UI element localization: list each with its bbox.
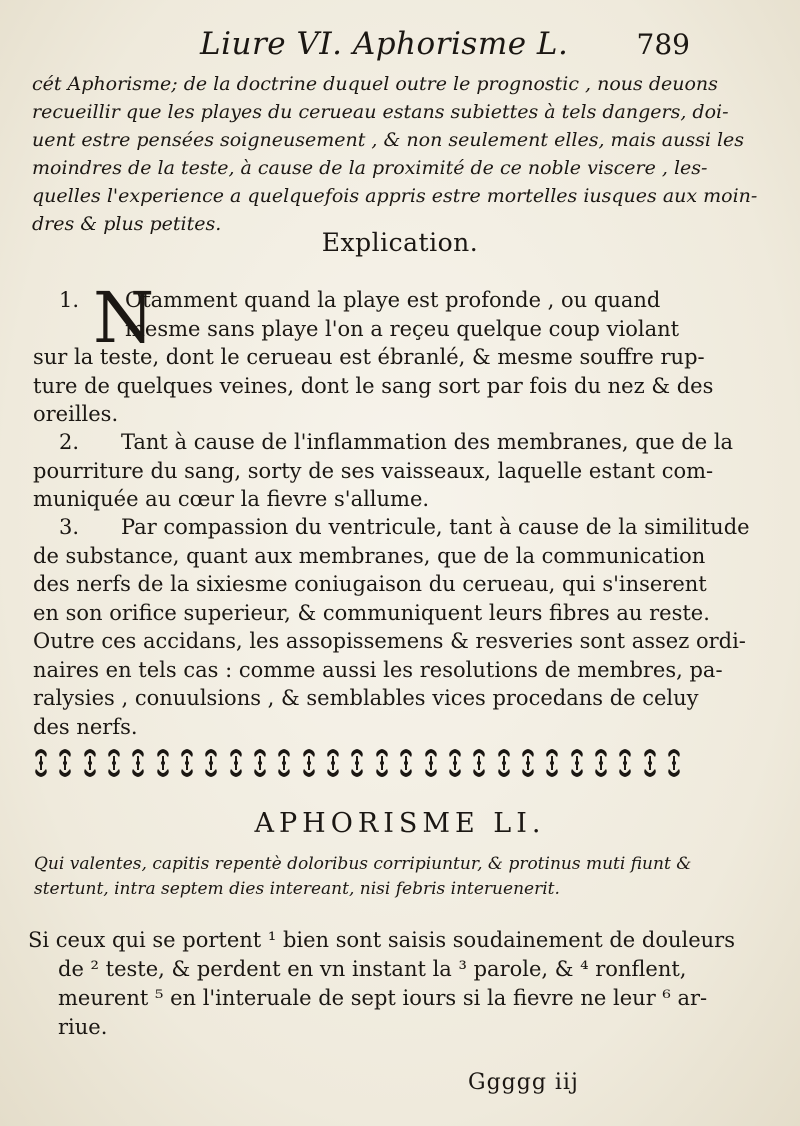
french-line: meurent ⁵ en l'interuale de sept iours si la fievre ne leur ⁶ ar- <box>58 986 708 1010</box>
latin-aphorism <box>34 852 692 902</box>
explication-item-1 <box>33 286 714 429</box>
item-line: ralysies , conuulsions , & semblables vices procedans de celuy <box>33 686 699 710</box>
fleuron-icon <box>298 747 320 779</box>
fleuron-icon <box>663 747 685 779</box>
intro-line: recueillir que les playes du cerueau estans subiettes à tels dangers, doi- <box>32 101 729 123</box>
fleuron-icon <box>176 747 198 779</box>
fleuron-icon <box>468 747 490 779</box>
page-number: 789 <box>636 28 690 61</box>
fleuron-icon <box>200 747 222 779</box>
item-line: Otamment quand la playe est profonde , ou quand <box>125 288 661 312</box>
latin-line: stertunt, intra septem dies intereant, nisi febris interuenerit. <box>34 879 560 899</box>
fleuron-icon <box>371 747 393 779</box>
fleuron-icon <box>639 747 661 779</box>
item-line: de substance, quant aux membranes, que de la communication <box>33 543 706 568</box>
fleuron-icon <box>30 747 52 779</box>
fleuron-icon <box>152 747 174 779</box>
item-line: muniquée au cœur la fievre s'allume. <box>33 487 430 511</box>
french-line: Si ceux qui se portent ¹ bien sont saisis soudainement de douleurs <box>28 928 735 952</box>
fleuron-ornament-band <box>30 745 685 781</box>
item-number: 3. <box>59 515 80 539</box>
intro-line: dres & plus petites. <box>32 213 222 235</box>
intro-line: moindres de la teste, à cause de la proximité de ce noble viscere , les- <box>32 157 708 179</box>
fleuron-icon <box>346 747 368 779</box>
fleuron-icon <box>614 747 636 779</box>
fleuron-icon <box>103 747 125 779</box>
explication-item-3 <box>33 513 750 741</box>
fleuron-icon <box>54 747 76 779</box>
intro-line: cét Aphorisme; de la doctrine duquel outre le prognostic , nous deuons <box>32 73 718 95</box>
item-line: des nerfs. <box>33 714 138 739</box>
item-line: oreilles. <box>33 402 119 426</box>
item-number: 2. <box>59 430 80 454</box>
french-line: de ² teste, & perdent en vn instant la ³ parole, & ⁴ ronflent, <box>58 957 687 981</box>
item-line: ture de quelques veines, dont le sang sort par fois du nez & des <box>33 373 714 398</box>
fleuron-icon <box>249 747 271 779</box>
fleuron-icon <box>420 747 442 779</box>
item-line: en son orifice superieur, & communiquent leurs fibres au reste. <box>33 600 710 625</box>
fleuron-icon <box>590 747 612 779</box>
explication-item-2 <box>33 428 734 514</box>
intro-line: quelles l'experience a quelquefois appris estre mortelles iusques aux moin- <box>32 185 758 207</box>
fleuron-icon <box>493 747 515 779</box>
item-line: Tant à cause de l'inflammation des membranes, que de la <box>121 430 734 454</box>
signature-mark: Ggggg iij <box>468 1070 579 1095</box>
intro-paragraph <box>32 70 758 238</box>
item-number: 1. <box>59 288 80 312</box>
aphorism-heading: APHORISME LI. <box>254 808 546 839</box>
fleuron-icon <box>444 747 466 779</box>
item-line: mesme sans playe l'on a reçeu quelque coup violant <box>125 316 680 341</box>
item-line: naires en tels cas : comme aussi les resolutions de membres, pa- <box>33 657 723 682</box>
page-header <box>0 18 800 66</box>
drop-cap: N <box>93 277 155 359</box>
intro-line: uent estre pensées soigneusement , & non seulement elles, mais aussi les <box>32 129 745 151</box>
fleuron-icon <box>566 747 588 779</box>
item-line: pourriture du sang, sorty de ses vaisseaux, laquelle estant com- <box>33 458 714 483</box>
item-line: des nerfs de la sixiesme coniugaison du cerueau, qui s'inserent <box>33 572 707 596</box>
fleuron-icon <box>127 747 149 779</box>
fleuron-icon <box>322 747 344 779</box>
fleuron-icon <box>273 747 295 779</box>
item-line: Par compassion du ventricule, tant à cause de la similitude <box>121 515 750 539</box>
latin-line: Qui valentes, capitis repentè doloribus corripiuntur, & protinus muti fiunt & <box>34 854 692 874</box>
fleuron-icon <box>541 747 563 779</box>
fleuron-icon <box>79 747 101 779</box>
french-line: riue. <box>58 1015 108 1039</box>
item-line: sur la teste, dont le cerueau est ébranlé, & mesme souffre rup- <box>33 345 705 369</box>
fleuron-icon <box>517 747 539 779</box>
fleuron-icon <box>395 747 417 779</box>
french-aphorism <box>28 926 735 1042</box>
item-line: Outre ces accidans, les assopissemens & resveries sont assez ordi- <box>33 629 746 653</box>
fleuron-icon <box>225 747 247 779</box>
running-head: Liure VI. Aphorisme L. <box>200 26 569 62</box>
explication-heading: Explication. <box>321 228 479 257</box>
